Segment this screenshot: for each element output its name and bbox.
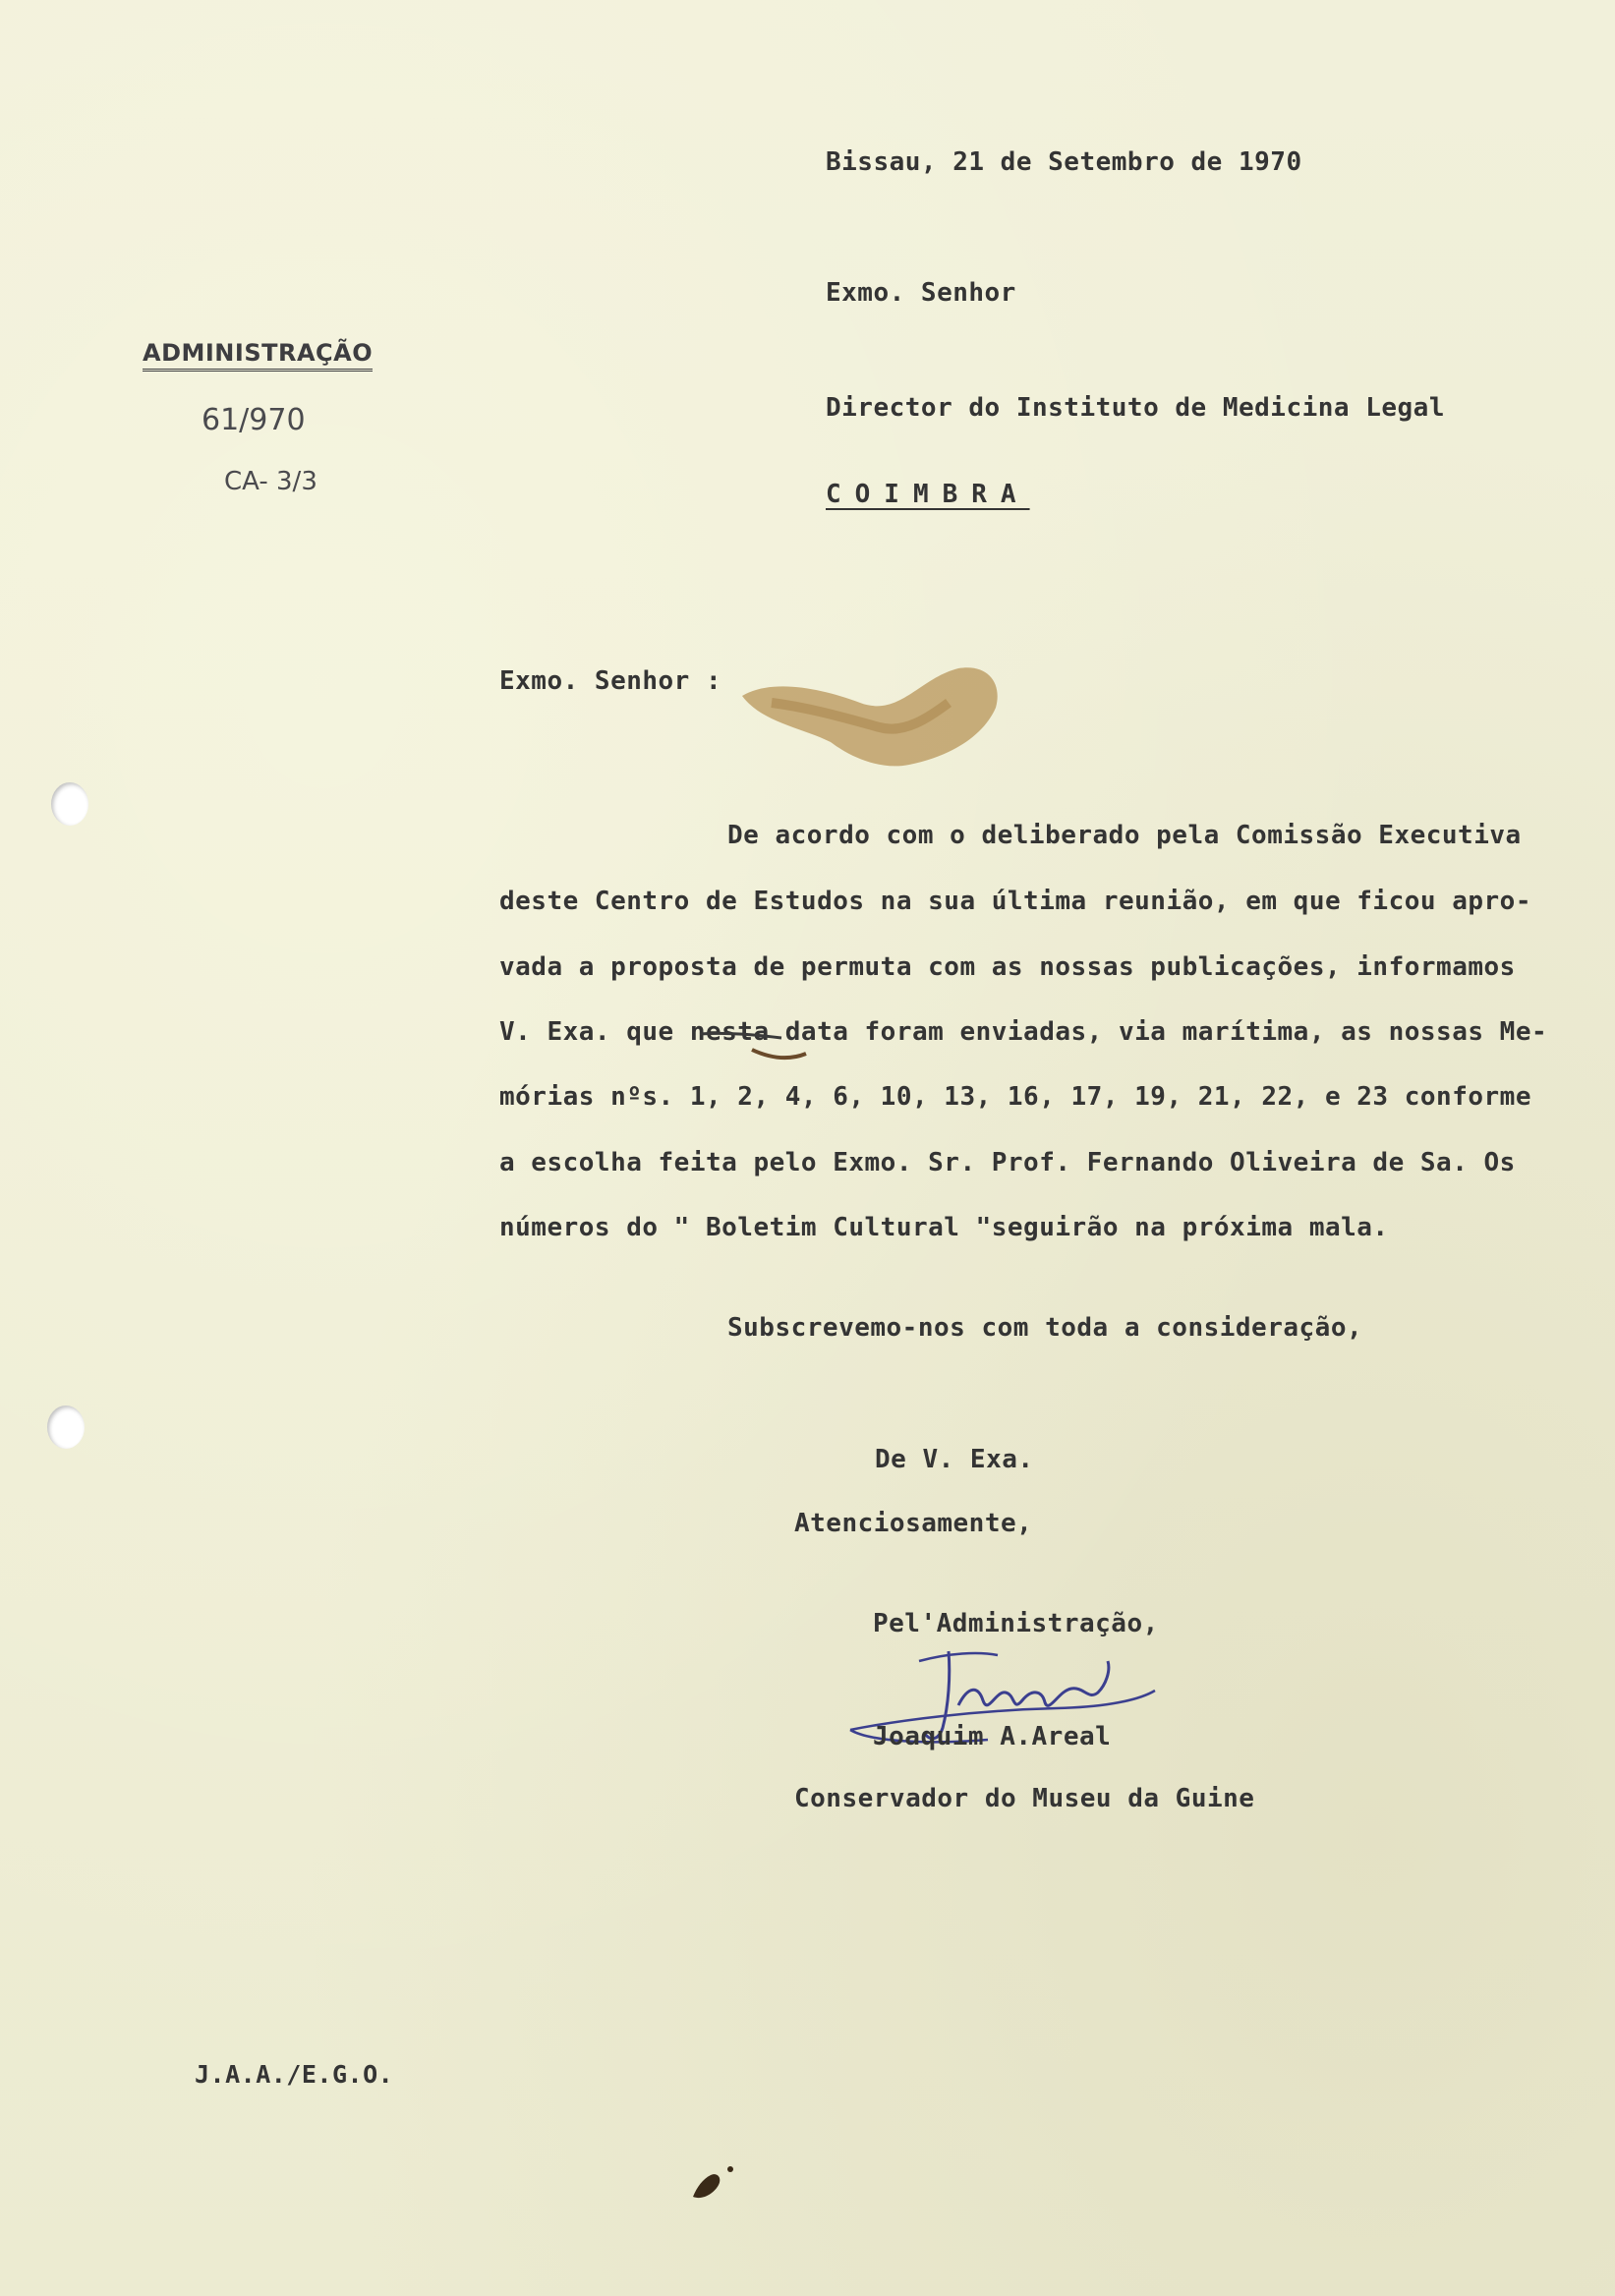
punch-hole-bottom <box>47 1406 85 1449</box>
stamp-number: 61/970 <box>202 403 306 437</box>
ink-blot <box>683 2157 752 2207</box>
signer-name: Joaquim A.Areal <box>873 1722 1112 1751</box>
salutation-top: Exmo. Senhor <box>826 278 1016 308</box>
date-line: Bissau, 21 de Setembro de 1970 <box>826 147 1302 177</box>
administration-stamp: ADMINISTRAÇÃO <box>143 339 373 372</box>
body-line-6: a escolha feita pelo Exmo. Sr. Prof. Fernando Oliveira de Sa. Os <box>499 1148 1516 1177</box>
punch-hole-top <box>51 782 88 826</box>
closing-line-1: Subscrevemo-nos com toda a consideração, <box>727 1313 1363 1343</box>
recipient-line: Director do Instituto de Medicina Legal <box>826 393 1445 423</box>
typist-initials: J.A.A./E.G.O. <box>195 2060 394 2089</box>
body-line-5: mórias nºs. 1, 2, 4, 6, 10, 13, 16, 17, 19, 21, 22, e 23 conforme <box>499 1082 1531 1112</box>
body-line-4: V. Exa. que nesta data foram enviadas, via marítima, as nossas Me- <box>499 1017 1548 1047</box>
signer-title: Conservador do Museu da Guine <box>794 1784 1255 1813</box>
body-line-1: De acordo com o deliberado pela Comissão Executiva <box>727 821 1522 850</box>
recipient-city: COIMBRA <box>826 480 1030 509</box>
closing-line-2: De V. Exa. <box>875 1445 1034 1474</box>
greeting: Exmo. Senhor : <box>499 666 722 696</box>
stamp-reference: CA- 3/3 <box>224 467 317 496</box>
ink-stain-mark <box>732 649 1017 786</box>
closing-line-4: Pel'Administração, <box>873 1609 1159 1638</box>
closing-line-3: Atenciosamente, <box>794 1509 1033 1538</box>
body-line-2: deste Centro de Estudos na sua última reunião, em que ficou apro- <box>499 887 1531 916</box>
body-line-7: números do " Boletim Cultural "seguirão na próxima mala. <box>499 1213 1389 1242</box>
body-line-3: vada a proposta de permuta com as nossas publicações, informamos <box>499 952 1516 982</box>
strikethrough-mark <box>649 1022 826 1071</box>
